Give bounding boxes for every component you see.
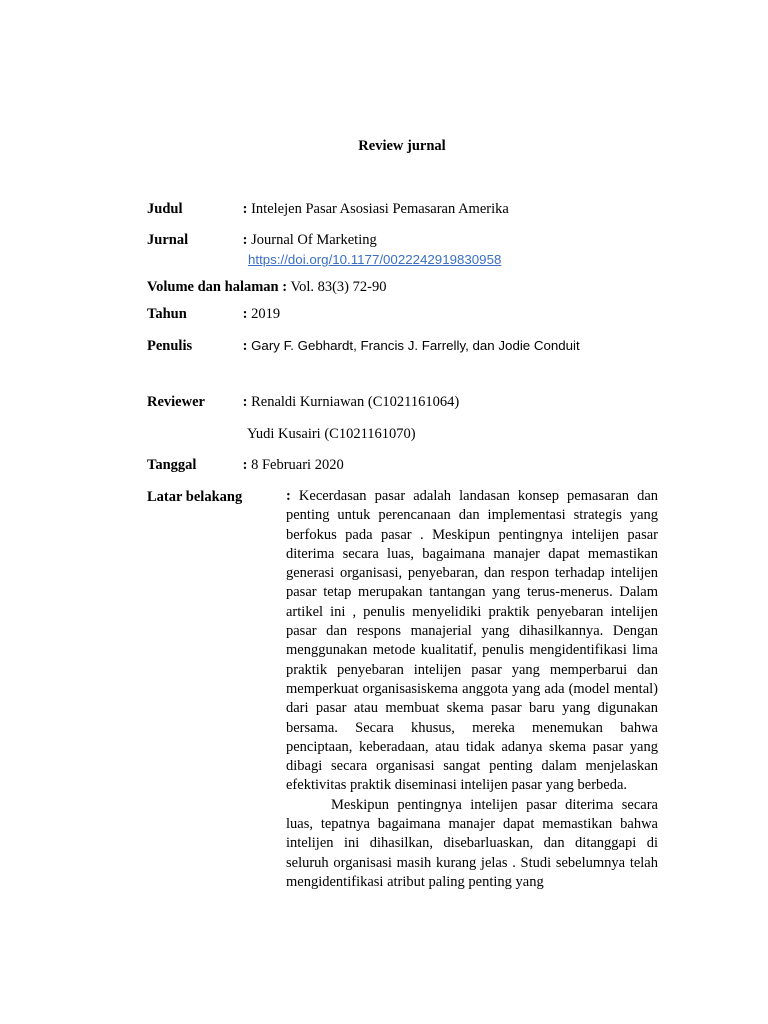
field-penulis-colon: : — [242, 338, 248, 354]
field-reviewer — [147, 394, 459, 411]
field-volume-label: Volume dan halaman — [147, 279, 279, 295]
latar-belakang-label: Latar belakang — [147, 489, 243, 505]
field-reviewer-value: Renaldi Kurniawan (C1021161064) — [251, 394, 460, 410]
field-tahun — [147, 306, 280, 323]
latar-belakang-paragraph-2: Meskipun pentingnya intelijen pasar diterima secara luas, tepatnya bagaimana manajer dapat memastikan bahwa intelijen ini dihasilkan, disebarluaskan, dan ditanggapi di seluruh organisasi masih kurang jelas . Studi sebelumnya telah mengidentifikasi atribut paling penting yang — [286, 796, 658, 890]
latar-belakang-paragraph-1 — [286, 487, 658, 796]
field-reviewer-colon: : — [242, 394, 248, 410]
field-tanggal-label: Tanggal — [147, 457, 197, 473]
field-volume-value: Vol. 83(3) 72-90 — [290, 279, 387, 295]
field-tahun-label: Tahun — [147, 306, 187, 322]
field-reviewer-label: Reviewer — [147, 394, 205, 410]
field-jurnal-value: Journal Of Marketing — [251, 232, 377, 248]
field-reviewer-value-2: Yudi Kusairi (C1021161070) — [247, 426, 416, 442]
field-jurnal-label: Jurnal — [147, 232, 189, 248]
field-tanggal — [147, 457, 344, 474]
field-tahun-value: 2019 — [251, 306, 281, 322]
field-judul-label: Judul — [147, 201, 183, 217]
latar-belakang-paragraph-1-text: Kecerdasan pasar adalah landasan konsep pemasaran dan penting untuk perencanaan dan implementasi strategis yang berfokus pada pasar . Meskipun pentingnya intelijen pasar diterima secara luas, bagaimana manajer dapat memastikan generasi organisasi, penyebaran, dan respon terhadap intelijen pasar tetap merupakan tantangan yang terus-menerus. Dalam artikel ini , penulis menyelidiki praktik penyebaran intelijen pasar dan respons manajerial yang dihasilkannya. Dengan menggunakan metode kualitatif, penulis mengidentifikasi lima praktik penyebaran intelijen pasar yang memperbarui dan memperkuat organisasiskema anggota yang ada (model mental) dari pasar atau membuat skema pasar baru yang digunakan bersama. Secara khusus, mereka menemukan bahwa penciptaan, keberadaan, atau tidak adanya skema pasar yang dibagi secara organisasi sangat penting dalam menjelaskan efektivitas praktik diseminasi intelijen pasar yang berbeda. — [286, 488, 658, 794]
field-tanggal-value: 8 Februari 2020 — [251, 457, 344, 473]
field-judul-colon: : — [242, 201, 248, 217]
field-volume-colon: : — [282, 279, 288, 295]
field-penulis-value: Gary F. Gebhardt, Francis J. Farrelly, dan Jodie Conduit — [251, 338, 580, 353]
document-title: Review jurnal — [358, 138, 446, 154]
doi-link[interactable]: https://doi.org/10.1177/0022242919830958 — [248, 252, 502, 267]
latar-belakang-colon: : — [286, 488, 291, 504]
field-jurnal — [147, 232, 377, 249]
field-penulis-label: Penulis — [147, 338, 193, 354]
field-judul-value: Intelejen Pasar Asosiasi Pemasaran Amerika — [251, 201, 509, 217]
field-tahun-colon: : — [242, 306, 248, 322]
field-judul — [147, 201, 509, 218]
field-jurnal-colon: : — [242, 232, 248, 248]
field-penulis — [147, 338, 580, 355]
latar-belakang-body — [286, 487, 658, 917]
field-tanggal-colon: : — [242, 457, 248, 473]
field-volume — [147, 279, 386, 296]
